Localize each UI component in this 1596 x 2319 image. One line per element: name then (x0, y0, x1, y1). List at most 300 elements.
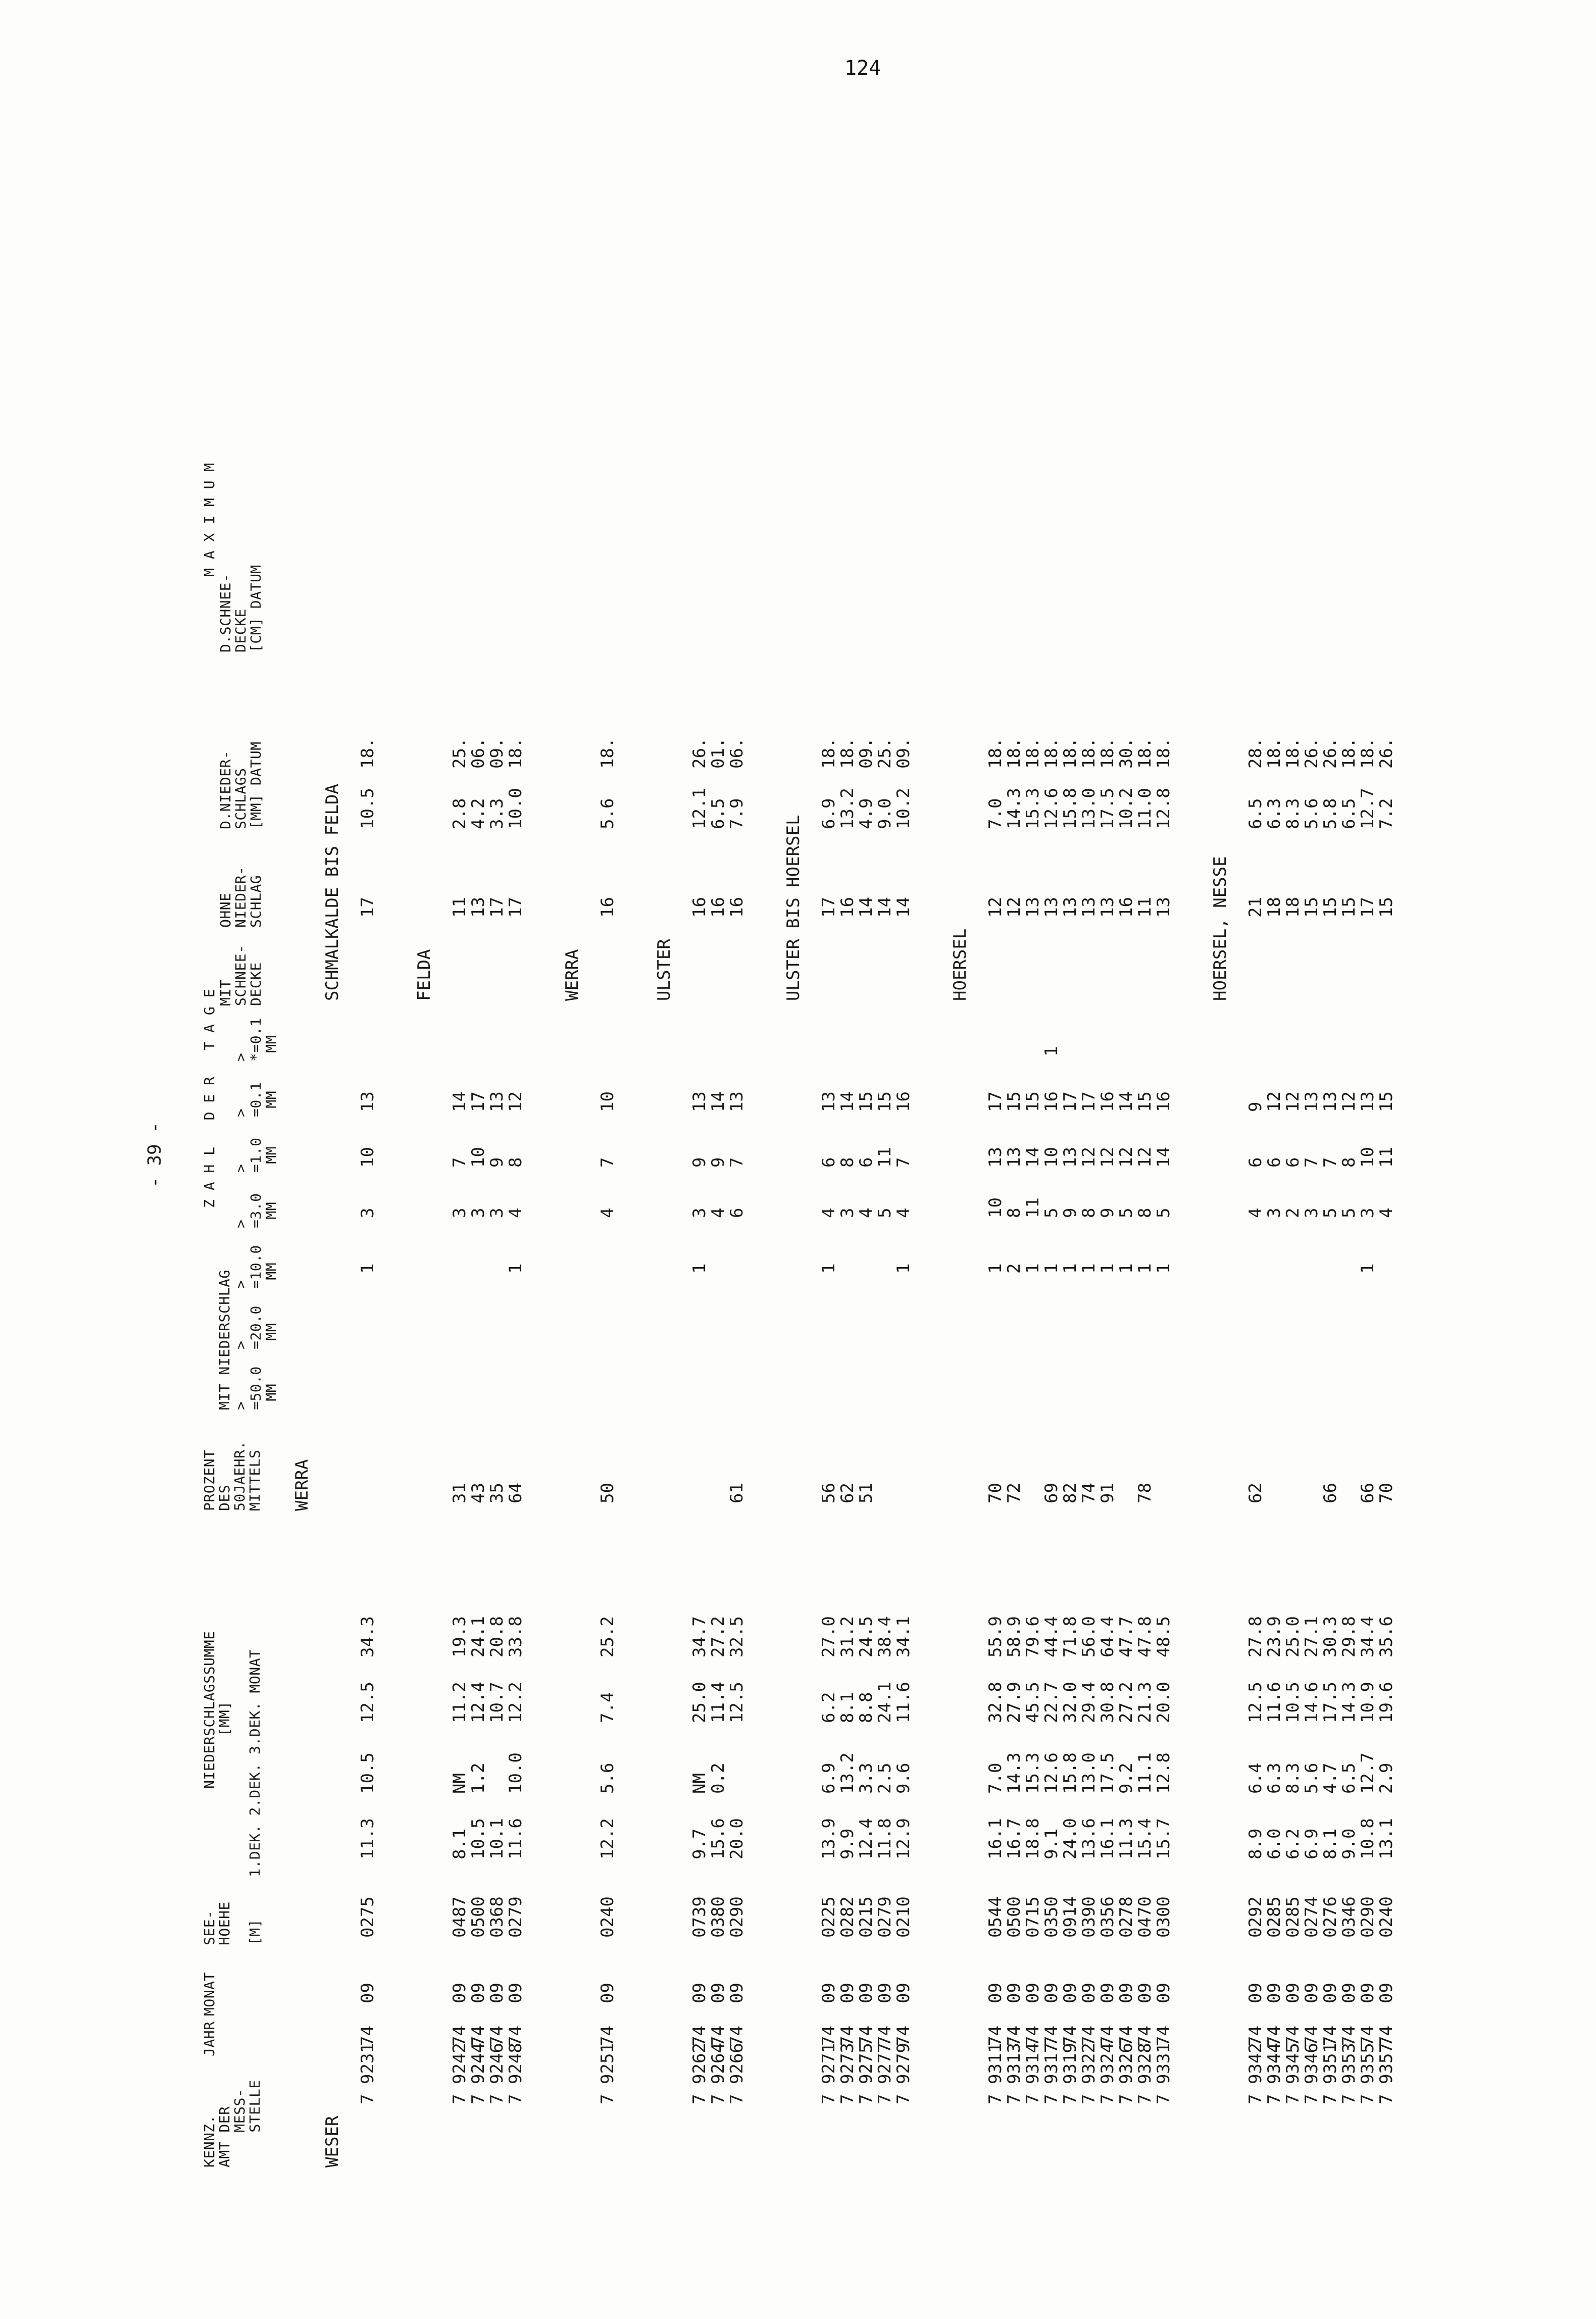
prozent-cell: 50 (597, 1483, 618, 1503)
amt-cell: 7 (1154, 2094, 1174, 2104)
hoehe-cell: 0350 (1041, 1896, 1062, 1938)
dek2-cell: 7.0 (985, 1762, 1006, 1794)
ge1-cell: 14 (1023, 1147, 1043, 1168)
ge01-cell: 15 (875, 1091, 895, 1112)
prozent-cell: 66 (1320, 1483, 1340, 1503)
ohne-cell: 12 (985, 897, 1006, 918)
monat-summe-cell: 32.5 (727, 1616, 747, 1657)
monat-cell: 09 (708, 1983, 728, 2003)
amt-cell: 7 (1079, 2094, 1099, 2104)
dek3-cell: 10.9 (1358, 1682, 1378, 1723)
prozent-cell: 35 (487, 1483, 507, 1503)
monat-summe-cell: 30.3 (1320, 1616, 1340, 1657)
kennz-cell: 9313 (1004, 2043, 1024, 2084)
jahr-cell: 74 (1264, 2026, 1284, 2046)
max-nieder-datum-cell: 09. (856, 737, 876, 769)
dek3-cell: 12.2 (506, 1682, 526, 1723)
ge1-cell: 7 (727, 1157, 747, 1168)
prozent-cell: 70 (985, 1483, 1006, 1503)
monat-cell: 09 (727, 1983, 747, 2003)
ge3-cell: 5 (1116, 1207, 1136, 1218)
ge1-cell: 10 (468, 1147, 488, 1168)
prozent-cell: 78 (1135, 1483, 1155, 1503)
monat-cell: 09 (689, 1983, 710, 2003)
ge1-cell: 14 (1154, 1147, 1174, 1168)
dek2-cell: NM (689, 1773, 710, 1794)
monat-cell: 09 (985, 1983, 1006, 2003)
monat-summe-cell: 44.4 (1041, 1616, 1062, 1657)
dek1-cell: 18.8 (1023, 1818, 1043, 1859)
monat-summe-cell: 23.9 (1264, 1616, 1284, 1657)
dek2-cell: 11.1 (1135, 1752, 1155, 1794)
max-nieder-cell: 13.0 (1079, 788, 1099, 829)
max-nieder-cell: 10.2 (893, 788, 914, 829)
ge3-cell: 4 (893, 1207, 914, 1218)
ge3-cell: 4 (1376, 1207, 1396, 1218)
hoehe-cell: 0276 (1320, 1896, 1340, 1938)
ge01-cell: 17 (468, 1091, 488, 1112)
ge01-cell: 14 (708, 1091, 728, 1112)
max-nieder-cell: 6.5 (1339, 798, 1359, 829)
ohne-cell: 16 (708, 897, 728, 918)
ge3-cell: 6 (727, 1207, 747, 1218)
jahr-cell: 74 (1135, 2026, 1155, 2046)
max-nieder-datum-cell: 18. (506, 737, 526, 769)
dek1-cell: 13.1 (1376, 1818, 1396, 1859)
ge3-cell: 9 (1060, 1207, 1080, 1218)
dek1-cell: 15.6 (708, 1818, 728, 1859)
dek1-cell: 9.0 (1339, 1828, 1359, 1859)
kennz-cell: 9273 (837, 2043, 858, 2084)
jahr-cell: 74 (1116, 2026, 1136, 2046)
ohne-cell: 17 (1358, 897, 1378, 918)
dek2-cell: 5.6 (597, 1762, 618, 1794)
monat-summe-cell: 56.0 (1079, 1616, 1099, 1657)
dek1-cell: 11.3 (358, 1818, 378, 1859)
hoehe-cell: 0914 (1060, 1896, 1080, 1938)
amt-cell: 7 (450, 2094, 470, 2104)
dek2-cell: 8.3 (1283, 1762, 1303, 1794)
dek3-cell: 7.4 (597, 1692, 618, 1723)
header-ohne-niederschlag: OHNE NIEDER- SCHLAG (217, 866, 264, 928)
kennz-cell: 9251 (597, 2043, 618, 2084)
ohne-cell: 21 (1245, 897, 1266, 918)
hoehe-cell: 0500 (468, 1896, 488, 1938)
jahr-cell: 74 (708, 2026, 728, 2046)
ohne-cell: 13 (1023, 897, 1043, 918)
prozent-cell: 64 (506, 1483, 526, 1503)
lt01-cell: 1 (1041, 1046, 1062, 1056)
amt-cell: 7 (506, 2094, 526, 2104)
dek2-cell: 10.0 (506, 1752, 526, 1794)
kennz-cell: 9244 (468, 2043, 488, 2084)
amt-cell: 7 (1116, 2094, 1136, 2104)
monat-summe-cell: 71.8 (1060, 1616, 1080, 1657)
dek3-cell: 27.2 (1116, 1682, 1136, 1723)
max-nieder-cell: 2.8 (450, 798, 470, 829)
dek3-cell: 21.3 (1135, 1682, 1155, 1723)
ohne-cell: 16 (837, 897, 858, 918)
dek2-cell: 2.5 (875, 1762, 895, 1794)
ohne-cell: 16 (1116, 897, 1136, 918)
section-label: ULSTER BIS HOERSEL (783, 815, 804, 1001)
amt-cell: 7 (1283, 2094, 1303, 2104)
dek2-cell: 12.8 (1154, 1752, 1174, 1794)
monat-summe-cell: 27.1 (1302, 1616, 1322, 1657)
max-nieder-datum-cell: 28. (1245, 737, 1266, 769)
dek1-cell: 24.0 (1060, 1818, 1080, 1859)
hoehe-cell: 0356 (1098, 1896, 1118, 1938)
ohne-cell: 11 (450, 897, 470, 918)
jahr-cell: 74 (506, 2026, 526, 2046)
max-nieder-cell: 14.3 (1004, 788, 1024, 829)
monat-cell: 09 (450, 1983, 470, 2003)
hoehe-cell: 0285 (1264, 1896, 1284, 1938)
ge3-cell: 3 (837, 1207, 858, 1218)
monat-summe-cell: 29.8 (1339, 1616, 1359, 1657)
max-nieder-cell: 12.7 (1358, 788, 1378, 829)
ge1-cell: 11 (875, 1147, 895, 1168)
monat-summe-cell: 25.2 (597, 1616, 618, 1657)
monat-cell: 09 (1079, 1983, 1099, 2003)
header-mit-niederschlag: MIT NIEDERSCHLAG (216, 1270, 233, 1410)
kennz-cell: 9344 (1264, 2043, 1284, 2084)
monat-cell: 09 (358, 1983, 378, 2003)
dek1-cell: 16.1 (985, 1818, 1006, 1859)
ge1-cell: 7 (450, 1157, 470, 1168)
prozent-cell: 62 (1245, 1483, 1266, 1503)
monat-cell: 09 (1264, 1983, 1284, 2003)
header-kennz: KENNZ. AMT DER MESS- STELLE (201, 2080, 263, 2167)
hoehe-cell: 0715 (1023, 1896, 1043, 1938)
hoehe-cell: 0282 (837, 1896, 858, 1938)
kennz-cell: 9355 (1358, 2043, 1378, 2084)
monat-summe-cell: 24.5 (856, 1616, 876, 1657)
center-page-label: - 39 - (144, 1122, 165, 1188)
ohne-cell: 11 (1135, 897, 1155, 918)
ohne-cell: 12 (1004, 897, 1024, 918)
ge1-cell: 6 (1264, 1157, 1284, 1168)
max-nieder-datum-cell: 18. (1135, 737, 1155, 769)
dek1-cell: 6.2 (1283, 1828, 1303, 1859)
ge1-cell: 6 (1245, 1157, 1266, 1168)
ge1-cell: 10 (1358, 1147, 1378, 1168)
dek2-cell: 0.2 (708, 1762, 728, 1794)
ge01-cell: 15 (1004, 1091, 1024, 1112)
ge1-cell: 13 (985, 1147, 1006, 1168)
dek1-cell: 9.7 (689, 1828, 710, 1859)
ge3-cell: 9 (1098, 1207, 1118, 1218)
ge01-cell: 12 (1283, 1091, 1303, 1112)
ge3-cell: 3 (1358, 1207, 1378, 1218)
jahr-cell: 74 (1098, 2026, 1118, 2046)
dek2-cell: 6.9 (819, 1762, 839, 1794)
hoehe-cell: 0240 (1376, 1896, 1396, 1938)
ge01-cell: 15 (1135, 1091, 1155, 1112)
kennz-cell: 9262 (689, 2043, 710, 2084)
dek3-cell: 17.5 (1320, 1682, 1340, 1723)
header-niederschlag-cols: 1.DEK. 2.DEK. 3.DEK. MONAT (246, 1649, 263, 1877)
max-nieder-cell: 9.0 (875, 798, 895, 829)
ge1-cell: 7 (1320, 1157, 1340, 1168)
ge3-cell: 10 (985, 1197, 1006, 1218)
amt-cell: 7 (1041, 2094, 1062, 2104)
max-nieder-cell: 15.3 (1023, 788, 1043, 829)
monat-cell: 09 (875, 1983, 895, 2003)
dek1-cell: 11.8 (875, 1818, 895, 1859)
ge3-cell: 3 (1264, 1207, 1284, 1218)
amt-cell: 7 (1023, 2094, 1043, 2104)
ge10-cell: 1 (893, 1263, 914, 1274)
ohne-cell: 18 (1283, 897, 1303, 918)
jahr-cell: 74 (819, 2026, 839, 2046)
monat-cell: 09 (1302, 1983, 1322, 2003)
ge1-cell: 12 (1079, 1147, 1099, 1168)
header-max-schneedecke: D.SCHNEE- DECKE [CM] DATUM (217, 565, 264, 652)
kennz-cell: 9342 (1245, 2043, 1266, 2084)
monat-summe-cell: 33.8 (506, 1616, 526, 1657)
monat-cell: 09 (1358, 1983, 1378, 2003)
section-label: FELDA (414, 949, 434, 1001)
prozent-cell: 74 (1079, 1483, 1099, 1503)
ge1-cell: 10 (1041, 1147, 1062, 1168)
ge01-cell: 17 (1060, 1091, 1080, 1112)
ge10-cell: 1 (1154, 1263, 1174, 1274)
monat-cell: 09 (487, 1983, 507, 2003)
amt-cell: 7 (1245, 2094, 1266, 2104)
max-nieder-cell: 6.5 (708, 798, 728, 829)
max-nieder-datum-cell: 26. (1376, 737, 1396, 769)
hoehe-cell: 0215 (856, 1896, 876, 1938)
ge3-cell: 3 (487, 1207, 507, 1218)
monat-summe-cell: 38.4 (875, 1616, 895, 1657)
ge01-cell: 17 (985, 1091, 1006, 1112)
dek2-cell: 6.3 (1264, 1762, 1284, 1794)
amt-cell: 7 (893, 2094, 914, 2104)
dek2-cell: 14.3 (1004, 1752, 1024, 1794)
amt-cell: 7 (1302, 2094, 1322, 2104)
header-zahl-title: Z A H L D E R T A G E (201, 989, 218, 1208)
amt-cell: 7 (985, 2094, 1006, 2104)
max-nieder-cell: 17.5 (1098, 788, 1118, 829)
dek2-cell: 1.2 (468, 1762, 488, 1794)
max-nieder-cell: 5.8 (1320, 798, 1340, 829)
max-nieder-cell: 7.0 (985, 798, 1006, 829)
ge3-cell: 3 (450, 1207, 470, 1218)
monat-summe-cell: 34.3 (358, 1616, 378, 1657)
ohne-cell: 16 (597, 897, 618, 918)
monat-cell: 09 (837, 1983, 858, 2003)
amt-cell: 7 (1264, 2094, 1284, 2104)
ge1-cell: 7 (1302, 1157, 1322, 1168)
ohne-cell: 13 (1060, 897, 1080, 918)
ohne-cell: 13 (468, 897, 488, 918)
max-nieder-datum-cell: 18. (1283, 737, 1303, 769)
max-nieder-datum-cell: 18. (1264, 737, 1284, 769)
jahr-cell: 74 (1302, 2026, 1322, 2046)
ge3-cell: 5 (1339, 1207, 1359, 1218)
max-nieder-datum-cell: 09. (487, 737, 507, 769)
ge3-cell: 3 (468, 1207, 488, 1218)
hoehe-cell: 0346 (1339, 1896, 1359, 1938)
section-label: HOERSEL, NESSE (1210, 856, 1230, 1001)
amt-cell: 7 (1004, 2094, 1024, 2104)
hoehe-cell: 0279 (506, 1896, 526, 1938)
max-nieder-cell: 12.8 (1154, 788, 1174, 829)
ge1-cell: 7 (597, 1157, 618, 1168)
ge3-cell: 5 (1041, 1207, 1062, 1218)
max-nieder-cell: 10.5 (358, 788, 378, 829)
kennz-cell: 9275 (856, 2043, 876, 2084)
monat-summe-cell: 79.6 (1023, 1616, 1043, 1657)
max-nieder-cell: 7.9 (727, 798, 747, 829)
prozent-cell: 51 (856, 1483, 876, 1503)
dek1-cell: 12.2 (597, 1818, 618, 1859)
ge01-cell: 10 (597, 1091, 618, 1112)
header-seehoehe: SEE- HOEHE [M] (201, 1901, 263, 1945)
monat-summe-cell: 55.9 (985, 1616, 1006, 1657)
prozent-cell: 61 (727, 1483, 747, 1503)
hoehe-cell: 0290 (1358, 1896, 1378, 1938)
monat-summe-cell: 24.1 (468, 1616, 488, 1657)
monat-cell: 09 (597, 1983, 618, 2003)
prozent-cell: 69 (1041, 1483, 1062, 1503)
kennz-cell: 9246 (487, 2043, 507, 2084)
kennz-cell: 9353 (1339, 2043, 1359, 2084)
ge01-cell: 16 (1154, 1091, 1174, 1112)
dek3-cell: 32.8 (985, 1682, 1006, 1723)
ohne-cell: 18 (1264, 897, 1284, 918)
header-niederschlag-title: NIEDERSCHLAGSSUMME [MM] (201, 1631, 233, 1789)
max-nieder-datum-cell: 25. (450, 737, 470, 769)
monat-cell: 09 (1283, 1983, 1303, 2003)
jahr-cell: 74 (597, 2026, 618, 2046)
ge01-cell: 13 (1358, 1091, 1378, 1112)
dek3-cell: 6.2 (819, 1692, 839, 1723)
dek3-cell: 11.6 (893, 1682, 914, 1723)
hoehe-cell: 0487 (450, 1896, 470, 1938)
dek2-cell: 13.2 (837, 1752, 858, 1794)
ge10-cell: 1 (1023, 1263, 1043, 1274)
monat-cell: 09 (468, 1983, 488, 2003)
max-nieder-datum-cell: 18. (1339, 737, 1359, 769)
ge01-cell: 12 (506, 1091, 526, 1112)
dek2-cell: 4.7 (1320, 1762, 1340, 1794)
max-nieder-cell: 15.8 (1060, 788, 1080, 829)
ge01-cell: 12 (1264, 1091, 1284, 1112)
amt-cell: 7 (1135, 2094, 1155, 2104)
dek3-cell: 12.5 (358, 1682, 378, 1723)
jahr-cell: 74 (837, 2026, 858, 2046)
kennz-cell: 9266 (727, 2043, 747, 2084)
ge10-cell: 1 (1098, 1263, 1118, 1274)
dek2-cell: 3.3 (856, 1762, 876, 1794)
dek3-cell: 11.4 (708, 1682, 728, 1723)
kennz-cell: 9346 (1302, 2043, 1322, 2084)
max-nieder-cell: 5.6 (1302, 798, 1322, 829)
dek3-cell: 32.0 (1060, 1682, 1080, 1723)
monat-cell: 09 (1060, 1983, 1080, 2003)
monat-cell: 09 (1376, 1983, 1396, 2003)
ge1-cell: 9 (708, 1157, 728, 1168)
section-label: HOERSEL (950, 928, 970, 1001)
dek1-cell: 6.0 (1264, 1828, 1284, 1859)
ge01-cell: 12 (1339, 1091, 1359, 1112)
jahr-cell: 74 (727, 2026, 747, 2046)
monat-cell: 09 (819, 1983, 839, 2003)
max-nieder-datum-cell: 18. (985, 737, 1006, 769)
max-nieder-cell: 10.0 (506, 788, 526, 829)
ge3-cell: 4 (819, 1207, 839, 1218)
jahr-cell: 74 (1023, 2026, 1043, 2046)
header-threshold-3: > =3.0 MM (232, 1193, 279, 1228)
max-nieder-datum-cell: 26. (689, 737, 710, 769)
ge1-cell: 6 (856, 1157, 876, 1168)
monat-summe-cell: 64.4 (1098, 1616, 1118, 1657)
ge10-cell: 1 (1116, 1263, 1136, 1274)
ge01-cell: 13 (1302, 1091, 1322, 1112)
max-nieder-datum-cell: 01. (708, 737, 728, 769)
jahr-cell: 74 (450, 2026, 470, 2046)
ohne-cell: 13 (1098, 897, 1118, 918)
max-nieder-datum-cell: 09. (893, 737, 914, 769)
dek3-cell: 29.4 (1079, 1682, 1099, 1723)
ge3-cell: 5 (1320, 1207, 1340, 1218)
ge1-cell: 12 (1135, 1147, 1155, 1168)
ohne-cell: 13 (1041, 897, 1062, 918)
kennz-cell: 9311 (985, 2043, 1006, 2084)
kennz-cell: 9271 (819, 2043, 839, 2084)
jahr-cell: 74 (1060, 2026, 1080, 2046)
ge01-cell: 14 (837, 1091, 858, 1112)
monat-summe-cell: 35.6 (1376, 1616, 1396, 1657)
jahr-cell: 74 (875, 2026, 895, 2046)
ge01-cell: 13 (487, 1091, 507, 1112)
jahr-cell: 74 (1339, 2026, 1359, 2046)
ge3-cell: 8 (1135, 1207, 1155, 1218)
section-label: ULSTER (654, 939, 674, 1001)
jahr-cell: 74 (468, 2026, 488, 2046)
max-nieder-datum-cell: 26. (1302, 737, 1322, 769)
ge1-cell: 8 (1339, 1157, 1359, 1168)
ohne-cell: 13 (1154, 897, 1174, 918)
monat-summe-cell: 58.9 (1004, 1616, 1024, 1657)
ge01-cell: 15 (1023, 1091, 1043, 1112)
dek2-cell: 2.9 (1376, 1762, 1396, 1794)
hoehe-cell: 0368 (487, 1896, 507, 1938)
hoehe-cell: 0544 (985, 1896, 1006, 1938)
jahr-cell: 74 (1245, 2026, 1266, 2046)
ge3-cell: 3 (1302, 1207, 1322, 1218)
amt-cell: 7 (819, 2094, 839, 2104)
prozent-cell: 70 (1376, 1483, 1396, 1503)
prozent-cell: 56 (819, 1483, 839, 1503)
dek1-cell: 20.0 (727, 1818, 747, 1859)
ge10-cell: 1 (1041, 1263, 1062, 1274)
ge1-cell: 13 (1004, 1147, 1024, 1168)
dek3-cell: 12.5 (727, 1682, 747, 1723)
max-nieder-datum-cell: 06. (468, 737, 488, 769)
monat-cell: 09 (1154, 1983, 1174, 2003)
max-nieder-cell: 6.9 (819, 798, 839, 829)
dek1-cell: 15.7 (1154, 1818, 1174, 1859)
ge10-cell: 1 (819, 1263, 839, 1274)
ge01-cell: 16 (893, 1091, 914, 1112)
ge01-cell: 14 (1116, 1091, 1136, 1112)
amt-cell: 7 (1339, 2094, 1359, 2104)
max-nieder-datum-cell: 18. (1154, 737, 1174, 769)
dek3-cell: 45.5 (1023, 1682, 1043, 1723)
